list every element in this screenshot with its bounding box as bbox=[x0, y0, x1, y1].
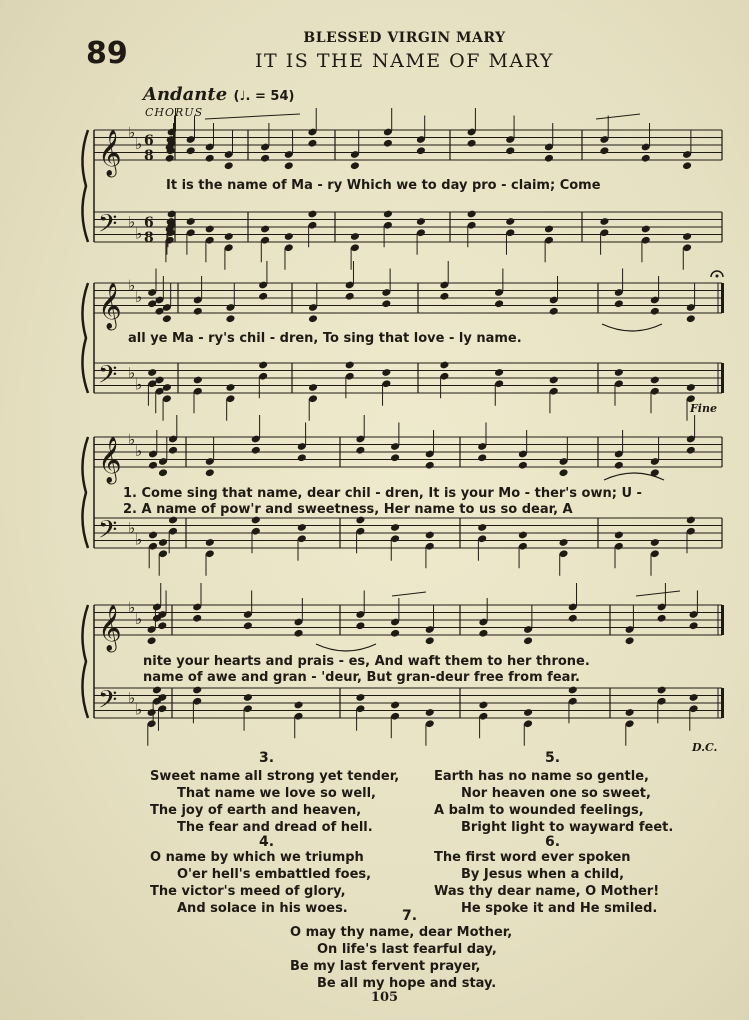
time-signature-bottom: 8 bbox=[144, 148, 154, 164]
notehead bbox=[205, 154, 215, 163]
notehead bbox=[558, 538, 568, 547]
verse-line: He spoke it and He smiled. bbox=[461, 901, 658, 916]
notehead bbox=[439, 292, 449, 301]
notehead bbox=[225, 383, 235, 392]
verse-line: O may thy name, dear Mother, bbox=[290, 925, 513, 940]
staff-brace bbox=[82, 605, 88, 718]
notehead bbox=[147, 368, 157, 377]
notehead bbox=[147, 636, 157, 645]
verse-number: 6. bbox=[545, 834, 561, 850]
notehead bbox=[518, 461, 528, 470]
notehead bbox=[523, 636, 533, 645]
notehead bbox=[558, 468, 568, 477]
flat-sign: ♭ bbox=[135, 609, 143, 628]
notehead bbox=[544, 154, 554, 163]
notehead bbox=[383, 139, 393, 148]
notehead bbox=[494, 368, 504, 377]
notehead bbox=[355, 693, 365, 702]
lyric-line-3b: 2. A name of pow'r and sweetness, Her name to us so dear, A bbox=[123, 502, 573, 517]
notehead bbox=[478, 701, 488, 710]
verse-6 bbox=[434, 849, 659, 917]
notehead bbox=[390, 701, 400, 710]
notehead bbox=[614, 531, 624, 540]
notehead bbox=[193, 376, 203, 385]
notehead bbox=[260, 225, 270, 234]
flat-sign: ♭ bbox=[128, 276, 136, 295]
notehead bbox=[224, 232, 234, 241]
notehead bbox=[641, 225, 651, 234]
notehead bbox=[297, 453, 307, 462]
time-signature-top: 6 bbox=[144, 133, 154, 149]
bass-clef: 𝄢 bbox=[98, 209, 118, 245]
fermata-dot bbox=[716, 275, 719, 278]
notehead bbox=[308, 314, 318, 323]
hairpin bbox=[596, 114, 640, 119]
notehead bbox=[568, 614, 578, 623]
verse-line: Sweet name all strong yet tender, bbox=[150, 769, 400, 784]
flat-sign: ♭ bbox=[135, 224, 143, 243]
notehead bbox=[284, 161, 294, 170]
lyric-line-1: It is the name of Ma - ry Which we to day pro - claim; Come bbox=[166, 178, 601, 193]
notehead bbox=[689, 621, 699, 630]
verse-line: Earth has no name so gentle, bbox=[434, 769, 649, 784]
hymn-title: IT IS THE NAME OF MARY bbox=[255, 50, 554, 72]
verse-line: O'er hell's embattled foes, bbox=[177, 867, 372, 882]
notehead bbox=[192, 614, 202, 623]
notehead bbox=[186, 146, 196, 155]
notehead bbox=[686, 446, 696, 455]
verse-number: 5. bbox=[545, 750, 561, 766]
flat-sign: ♭ bbox=[128, 598, 136, 617]
verse-3 bbox=[150, 768, 399, 836]
verse-line: Bright light to wayward feet. bbox=[461, 820, 674, 835]
verse-line: On life's last fearful day, bbox=[317, 942, 497, 957]
treble-clef: 𝄞 bbox=[98, 283, 122, 329]
notehead bbox=[439, 361, 449, 370]
notehead bbox=[205, 225, 215, 234]
verse-number: 4. bbox=[259, 834, 275, 850]
staff-brace bbox=[82, 283, 88, 393]
notehead bbox=[258, 361, 268, 370]
verse-line: And solace in his woes. bbox=[177, 901, 348, 916]
verse-7 bbox=[290, 924, 512, 992]
notehead bbox=[345, 292, 355, 301]
notehead bbox=[162, 314, 172, 323]
flat-sign: ♭ bbox=[135, 441, 143, 460]
notehead bbox=[307, 139, 317, 148]
hairpin bbox=[205, 114, 300, 119]
notehead bbox=[467, 210, 477, 219]
notehead bbox=[505, 217, 515, 226]
staff-brace bbox=[82, 130, 88, 242]
fine-marking: Fine bbox=[690, 402, 717, 415]
verse-4 bbox=[150, 849, 371, 917]
flat-sign: ♭ bbox=[135, 700, 143, 719]
verse-line: The fear and dread of hell. bbox=[177, 820, 373, 835]
notehead bbox=[505, 146, 515, 155]
hairpin bbox=[392, 592, 426, 596]
notehead bbox=[381, 368, 391, 377]
verse-line: O name by which we triumph bbox=[150, 850, 364, 865]
notehead bbox=[686, 314, 696, 323]
flat-sign: ♭ bbox=[135, 530, 143, 549]
notehead bbox=[686, 516, 696, 525]
verse-line: The joy of earth and heaven, bbox=[150, 803, 362, 818]
verse-line: Be my last fervent prayer, bbox=[290, 959, 481, 974]
tempo-text: Andante bbox=[143, 84, 228, 105]
notehead bbox=[243, 621, 253, 630]
notehead bbox=[390, 453, 400, 462]
flat-sign: ♭ bbox=[128, 430, 136, 449]
notehead bbox=[467, 139, 477, 148]
notehead bbox=[518, 531, 528, 540]
notehead bbox=[157, 621, 167, 630]
notehead bbox=[260, 154, 270, 163]
chorus-label: CHORUS bbox=[145, 106, 204, 119]
notehead bbox=[657, 614, 667, 623]
notehead bbox=[477, 453, 487, 462]
notehead bbox=[682, 232, 692, 241]
verse-line: The first word ever spoken bbox=[434, 850, 631, 865]
notehead bbox=[494, 299, 504, 308]
hairpin bbox=[636, 591, 680, 596]
notehead bbox=[686, 383, 696, 392]
flat-sign: ♭ bbox=[128, 519, 136, 537]
final-barline bbox=[721, 605, 724, 635]
verse-line: Was thy dear name, O Mother! bbox=[434, 884, 660, 899]
notehead bbox=[148, 531, 158, 540]
notehead bbox=[284, 232, 294, 241]
notehead bbox=[682, 161, 692, 170]
notehead bbox=[425, 636, 435, 645]
slur bbox=[316, 644, 376, 651]
bass-clef: 𝄢 bbox=[98, 515, 118, 551]
notehead bbox=[650, 376, 660, 385]
notehead bbox=[614, 461, 624, 470]
notehead bbox=[381, 299, 391, 308]
notehead bbox=[308, 383, 318, 392]
slur bbox=[602, 324, 662, 331]
notehead bbox=[478, 629, 488, 638]
time-signature-top: 6 bbox=[144, 215, 154, 231]
notehead bbox=[165, 154, 175, 163]
final-barline bbox=[721, 283, 724, 313]
notehead bbox=[383, 210, 393, 219]
notehead bbox=[625, 636, 635, 645]
verse-line: By Jesus when a child, bbox=[461, 867, 625, 882]
hymn-number: 89 bbox=[86, 36, 128, 71]
notehead bbox=[158, 538, 168, 547]
notehead bbox=[523, 708, 533, 717]
dc-marking: D.C. bbox=[692, 741, 718, 754]
notehead bbox=[614, 299, 624, 308]
notehead bbox=[350, 161, 360, 170]
notehead bbox=[297, 523, 307, 532]
verse-5 bbox=[434, 768, 673, 836]
notehead bbox=[416, 146, 426, 155]
staff-brace bbox=[82, 437, 88, 548]
notehead bbox=[650, 307, 660, 316]
notehead bbox=[225, 314, 235, 323]
notehead bbox=[205, 538, 215, 547]
notehead bbox=[158, 468, 168, 477]
verse-line: A balm to wounded feelings, bbox=[434, 803, 644, 818]
bass-clef: 𝄢 bbox=[98, 685, 118, 721]
notehead bbox=[549, 307, 559, 316]
notehead bbox=[477, 523, 487, 532]
notehead bbox=[544, 225, 554, 234]
notehead bbox=[641, 154, 651, 163]
hymn-subtitle: BLESSED VIRGIN MARY bbox=[303, 30, 506, 46]
metronome-mark: (♩. = 54) bbox=[233, 89, 295, 104]
notehead bbox=[599, 146, 609, 155]
notehead bbox=[599, 217, 609, 226]
notehead bbox=[650, 538, 660, 547]
notehead bbox=[350, 232, 360, 241]
notehead bbox=[390, 523, 400, 532]
verse-number: 7. bbox=[402, 908, 418, 924]
notehead bbox=[147, 708, 157, 717]
notehead bbox=[657, 686, 667, 695]
notehead bbox=[568, 686, 578, 695]
flat-sign: ♭ bbox=[128, 689, 136, 707]
final-barline bbox=[721, 688, 724, 718]
verse-line: Be all my hope and stay. bbox=[317, 976, 497, 991]
notehead bbox=[293, 701, 303, 710]
verse-line: The victor's meed of glory, bbox=[150, 884, 346, 899]
notehead bbox=[625, 708, 635, 717]
flat-sign: ♭ bbox=[128, 123, 136, 142]
notehead bbox=[355, 621, 365, 630]
verse-number: 3. bbox=[259, 750, 275, 766]
page-number: 105 bbox=[370, 990, 399, 1005]
treble-clef: 𝄞 bbox=[98, 130, 122, 176]
notehead bbox=[355, 446, 365, 455]
flat-sign: ♭ bbox=[128, 213, 136, 231]
lyric-line-3a: 1. Come sing that name, dear chil - dren, It is your Mo - ther's own; U - bbox=[123, 486, 642, 501]
lyric-line-2: all ye Ma - ry's chil - dren, To sing that love - ly name. bbox=[128, 331, 522, 346]
notehead bbox=[416, 217, 426, 226]
notehead bbox=[192, 686, 202, 695]
notehead bbox=[614, 368, 624, 377]
notehead bbox=[390, 629, 400, 638]
notehead bbox=[425, 461, 435, 470]
notehead bbox=[689, 693, 699, 702]
notehead bbox=[293, 629, 303, 638]
notehead bbox=[425, 531, 435, 540]
flat-sign: ♭ bbox=[128, 364, 136, 382]
flat-sign: ♭ bbox=[135, 287, 143, 306]
flat-sign: ♭ bbox=[135, 375, 143, 394]
notehead bbox=[152, 686, 162, 695]
notehead bbox=[549, 376, 559, 385]
time-signature-bottom: 8 bbox=[144, 230, 154, 246]
treble-clef: 𝄞 bbox=[98, 437, 122, 483]
notehead bbox=[425, 708, 435, 717]
flat-sign: ♭ bbox=[135, 134, 143, 153]
notehead bbox=[251, 446, 261, 455]
treble-clef: 𝄞 bbox=[98, 605, 122, 651]
notehead bbox=[307, 210, 317, 219]
notehead bbox=[205, 468, 215, 477]
lyric-line-4b: name of awe and gran - 'deur, But gran-deur free from fear. bbox=[143, 670, 580, 685]
notehead bbox=[345, 361, 355, 370]
notehead bbox=[224, 161, 234, 170]
verse-line: That name we love so well, bbox=[177, 786, 376, 801]
verse-line: Nor heaven one so sweet, bbox=[461, 786, 651, 801]
notehead bbox=[258, 292, 268, 301]
notehead bbox=[243, 693, 253, 702]
bass-clef: 𝄢 bbox=[98, 360, 118, 396]
notehead bbox=[193, 307, 203, 316]
notehead bbox=[186, 217, 196, 226]
notehead bbox=[168, 446, 178, 455]
lyric-line-4a: nite your hearts and prais - es, And waft them to her throne. bbox=[143, 654, 590, 669]
notehead bbox=[148, 461, 158, 470]
final-barline bbox=[721, 363, 724, 393]
